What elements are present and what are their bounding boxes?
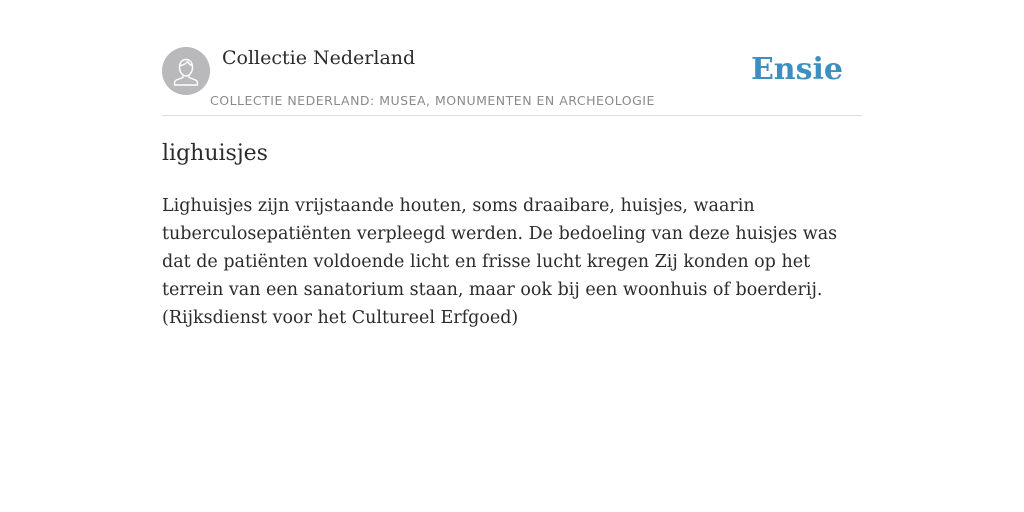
author-name[interactable]: Collectie Nederland <box>222 47 416 69</box>
entry-definition: Lighuisjes zijn vrijstaande houten, soms draaibare, huisjes, waarin tuberculosepatiënten verpleegd werden. De bedoeling van deze huisjes was dat de patiënten voldoende licht en frisse lucht kregen Zij konden op het terrein van een sanatorium staan, maar ook bij een woonhuis of boerderij. (Rijksdienst voor het Cultureel Erfgoed) <box>162 196 838 328</box>
source-subtitle: COLLECTIE NEDERLAND: MUSEA, MONUMENTEN EN ARCHEOLOGIE <box>210 93 655 108</box>
brand-logo[interactable]: Ensie <box>750 52 843 87</box>
entry-header <box>162 46 862 116</box>
user-avatar-icon <box>162 47 210 95</box>
author-avatar[interactable] <box>162 47 210 95</box>
entry-title: lighuisjes <box>162 141 268 166</box>
